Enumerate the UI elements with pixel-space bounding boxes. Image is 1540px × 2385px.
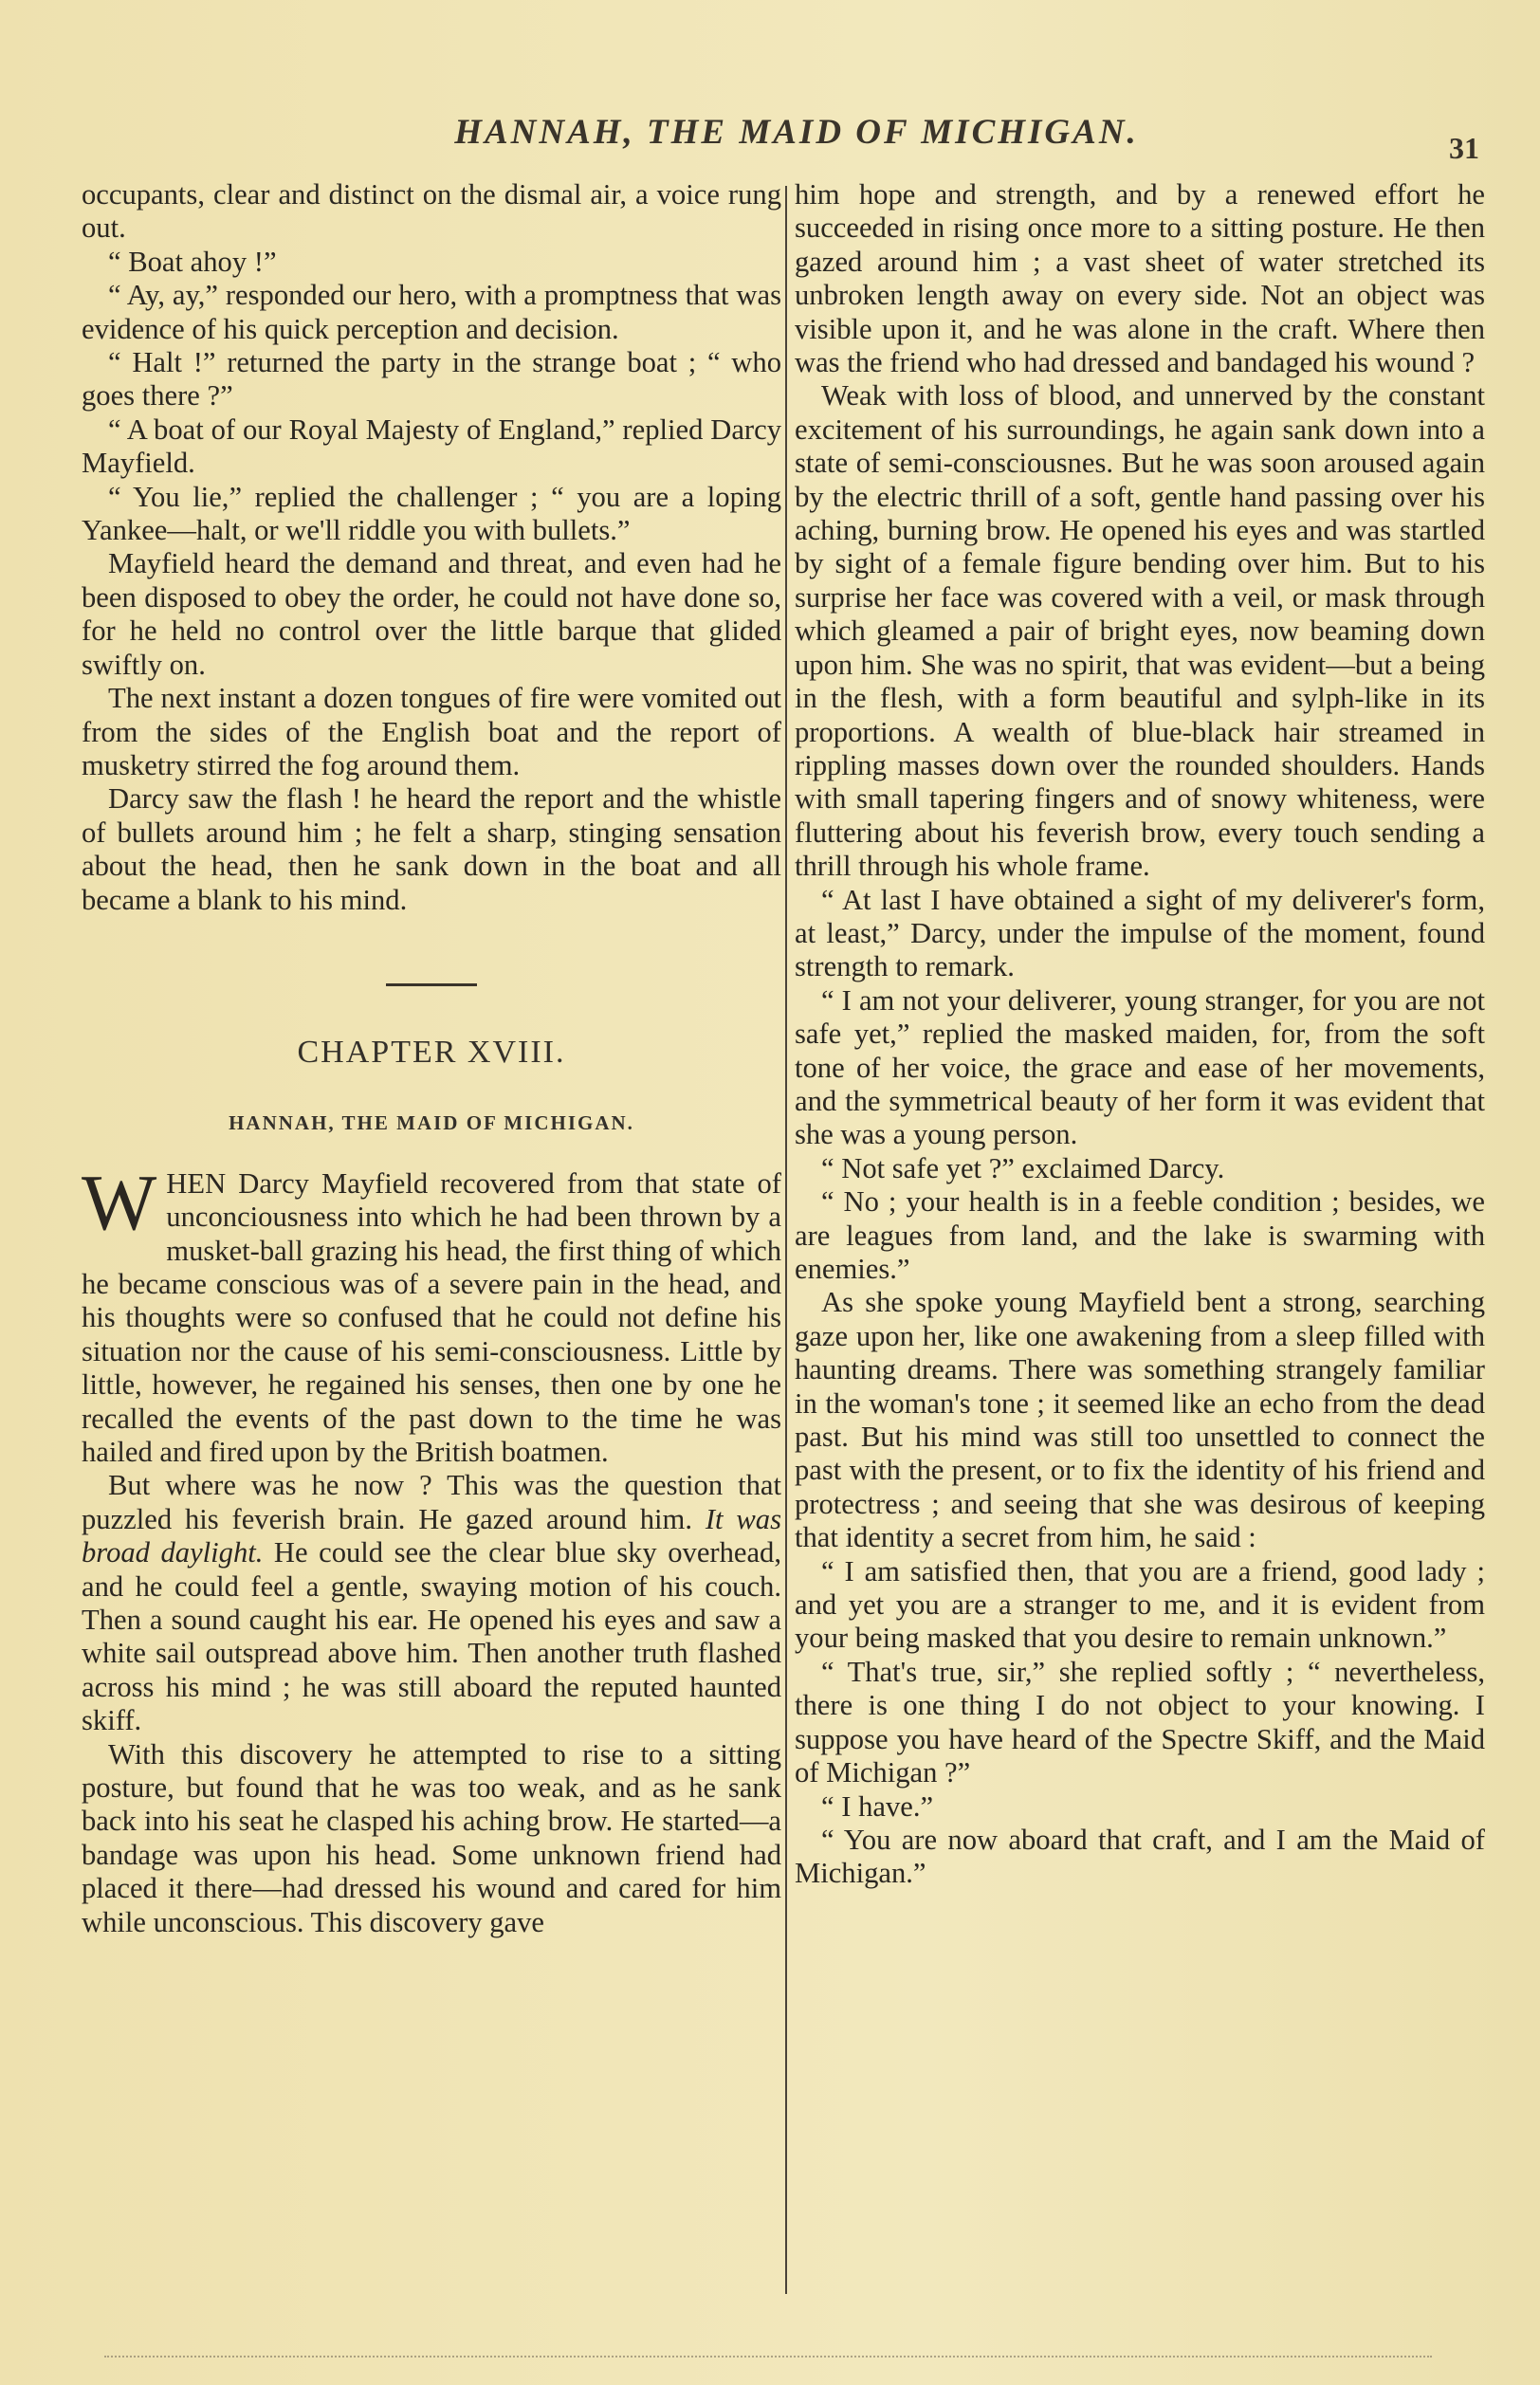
paragraph-text: HEN Darcy Mayfield recovered from that state of unconciousness into which he had been thrown by a musket-ball grazing his head, the first thing of which he became conscious was of a severe pain in the head, and his thoughts were so confused that he could not define his situation nor the cause of his semi-consciousness. Little by little, however, he regained his senses, then one by one he recalled the events of the past down to the time he was hailed and fired upon by the British boatmen. [82, 1166, 781, 1468]
paragraph: Weak with loss of blood, and unnerved by the constant excitement of his surroundings, he again sank down into a state of semi-consciousnes. But he was soon aroused again by the electric thrill of a soft, gentle hand passing over his aching, burning brow. He opened his eyes and was startled by sight of a female figure bending over him. But to his surprise her face was covered with a veil, or mask through which gleamed a pair of bright eyes, now beaming down upon him. She was no spirit, that was evident—but a being in the flesh, with a form beautiful and sylph-like in its proportions. A wealth of blue-black hair streamed in rippling masses down over the rounded shoulders. Hands with small tapering fingers and of snowy whiteness, were fluttering about his feverish brow, every touch sending a thrill through his whole frame. [795, 379, 1485, 883]
right-column [795, 178, 1485, 2313]
section-rule [386, 983, 477, 986]
paragraph: Darcy saw the flash ! he heard the report and the whistle of bullets around him ; he felt a sharp, stinging sensation about the head, then he sank down in the boat and all became a blank to his mind. [82, 782, 781, 916]
paragraph: “ That's true, sir,” she replied softly ; “ nevertheless, there is one thing I do not object to your knowing. I suppose you have heard of the Spectre Skiff, and the Maid of Michigan ?” [795, 1655, 1485, 1789]
paragraph: “ I am not your deliverer, young stranger, for you are not safe yet,” replied the masked maiden, for, from the soft tone of her voice, the grace and ease of her movements, and the symmetrical beauty of her form it was evident that she was a young person. [795, 983, 1485, 1151]
paragraph: “ At last I have obtained a sight of my deliverer's form, at least,” Darcy, under the impulse of the moment, found strength to remark. [795, 883, 1485, 983]
page-number: 31 [1449, 131, 1479, 165]
paragraph: Mayfield heard the demand and threat, and even had he been disposed to obey the order, he could not have done so, for he held no control over the little barque that glided swiftly on. [82, 547, 781, 681]
running-head-title: HANNAH, THE MAID OF MICHIGAN. [454, 113, 1139, 152]
paragraph: “ Not safe yet ?” exclaimed Darcy. [821, 1151, 1225, 1184]
chapter-title: CHAPTER XVIII. [297, 1034, 566, 1070]
paragraph [82, 1469, 781, 1737]
paragraph: “ You are now aboard that craft, and I am the Maid of Michigan.” [795, 1823, 1485, 1890]
paragraph: “ Boat ahoy !” [108, 245, 277, 278]
paragraph: The next instant a dozen tongues of fire were vomited out from the sides of the English boat and the report of musketry stirred the fog around them. [82, 682, 781, 781]
paragraph-text: He could see the clear blue sky overhead, and he could feel a gentle, swaying motion of his couch. Then a sound caught his ear. He opened his eyes and saw a white sail outspread above him. Then another truth flashed across his mind ; he was still aboard the reputed haunted skiff. [82, 1536, 781, 1737]
chapter-opening-paragraph [82, 1158, 781, 1470]
paragraph: “ I have.” [821, 1789, 934, 1823]
column-divider [785, 186, 787, 2294]
paragraph: “ You lie,” replied the challenger ; “ you are a loping Yankee—halt, or we'll riddle you with bullets.” [82, 480, 781, 547]
paragraph: As she spoke young Mayfield bent a strong, searching gaze upon her, like one awakening from a sleep filled with haunting dreams. There was something strangely familiar in the woman's tone ; it seemed like an echo from the dead past. But his mind was still too unsettled to connect the past with the present, or to fix the identity of his friend and protectress ; and seeing that she was desirous of keeping that identity a secret from him, he said : [795, 1286, 1485, 1554]
paragraph-text: But where was he now ? This was the question that puzzled his feverish brain. He gazed around him. [82, 1469, 781, 1535]
drop-cap: W [82, 1158, 157, 1247]
paragraph: With this discovery he attempted to rise to a sitting posture, but found that he was too weak, and as he sank back into his seat he clasped his aching brow. He started—a bandage was upon his head. Some unknown friend had placed it there—had dressed his wound and cared for him while unconscious. This discovery gave [82, 1737, 781, 1938]
bottom-smudge [104, 2356, 1432, 2357]
paragraph: “ Halt !” returned the party in the strange boat ; “ who goes there ?” [82, 346, 781, 413]
italic-phrase: It was broad daylight. [82, 1502, 781, 1569]
paragraph: “ No ; your health is in a feeble condition ; besides, we are leagues from land, and the lake is swarming with enemies.” [795, 1185, 1485, 1285]
paragraph: occupants, clear and distinct on the dismal air, a voice rung out. [82, 178, 781, 245]
left-column [82, 178, 781, 2313]
paragraph: him hope and strength, and by a renewed effort he succeeded in rising once more to a sitting posture. He then gazed around him ; a vast sheet of water stretched its unbroken length away on every side. Not an object was visible upon it, and he was alone in the craft. Where then was the friend who had dressed and bandaged his wound ? [795, 178, 1485, 379]
paragraph: “ A boat of our Royal Majesty of England,” replied Darcy Mayfield. [82, 413, 781, 480]
paragraph: “ Ay, ay,” responded our hero, with a promptness that was evidence of his quick perception and decision. [82, 279, 781, 345]
paragraph: “ I am satisfied then, that you are a friend, good lady ; and yet you are a stranger to me, and it is evident from your being masked that you desire to remain unknown.” [795, 1554, 1485, 1655]
chapter-subtitle: HANNAH, THE MAID OF MICHIGAN. [229, 1111, 634, 1135]
